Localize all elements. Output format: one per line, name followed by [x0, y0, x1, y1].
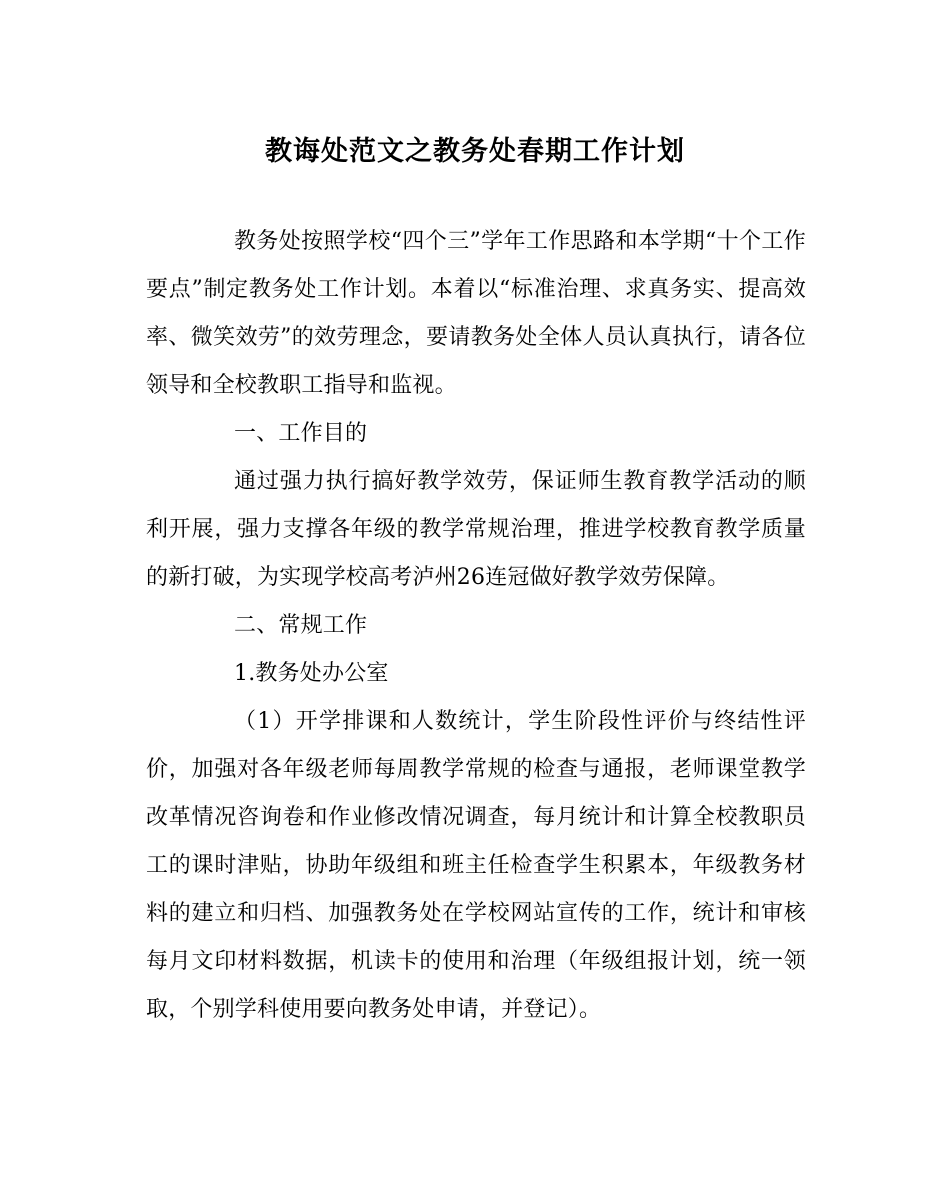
goals-paragraph: 通过强力执行搞好教学效劳，保证师生教育教学活动的顺利开展，强力支撑各年级的教学常规治理，推进学校教育教学质量的新打破，为实现学校高考泸州26连冠做好教学效劳保障。 — [146, 469, 806, 590]
office-duties-paragraph: （1）开学排课和人数统计，学生阶段性评价与终结性评价，加强对各年级老师每周教学常规的检查与通报，老师课堂教学改革情况咨询卷和作业修改情况调查，每月统计和计算全校教职员工的课时津贴，协助年级组和班主任检查学生积累本，年级教务材料的建立和归档、加强教务处在学校网站宣传的工作，统计和审核每月文印材料数据，机读卡的使用和治理（年级组报计划，统一领取，个别学科使用要向教务处申请，并登记）。 — [146, 709, 806, 1022]
subsection-heading-office: 1.教务处办公室 — [234, 661, 389, 686]
document-title: 教诲处范文之教务处春期工作计划 — [265, 136, 685, 167]
section-heading-goals: 一、工作目的 — [234, 421, 368, 446]
section-heading-routine: 二、常规工作 — [234, 613, 368, 638]
intro-paragraph: 教务处按照学校“四个三”学年工作思路和本学期“十个工作要点”制定教务处工作计划。本着以“标准治理、求真务实、提高效率、微笑效劳”的效劳理念，要请教务处全体人员认真执行，请各位领导和全校教职工指导和监视。 — [146, 229, 806, 398]
document-body — [146, 218, 806, 1034]
